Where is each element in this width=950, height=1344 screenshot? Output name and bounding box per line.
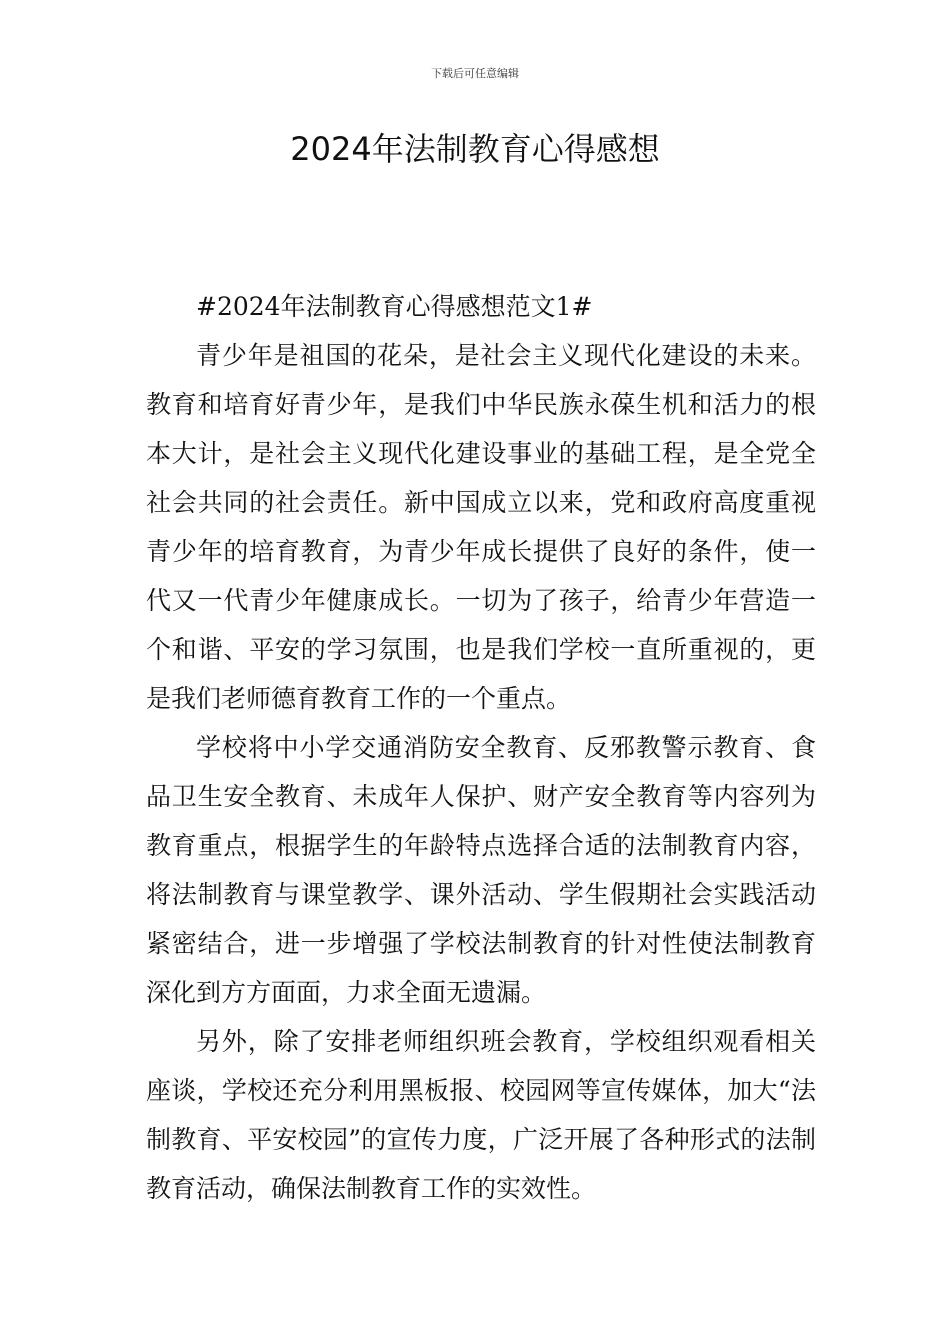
section-heading: #2024年法制教育心得感想范文1# <box>196 292 593 321</box>
paragraph-2: 学校将中小学交通消防安全教育、反邪教警示教育、食品卫生安全教育、未成年人保护、财产安全教育等内容列为教育重点，根据学生的年龄特点选择合适的法制教育内容，将法制教育与课堂教学、课外活动、学生假期社会实践活动紧密结合，进一步增强了学校法制教育的针对性使法制教育深化到方方面面，力求全面无遗漏。 <box>146 733 816 1007</box>
paragraph-3: 另外，除了安排老师组织班会教育，学校组织观看相关座谈，学校还充分利用黑板报、校园网等宣传媒体，加大“法制教育、平安校园”的宣传力度，广泛开展了各种形式的法制教育活动，确保法制教育工作的实效性。 <box>146 1027 816 1203</box>
paragraph-1: 青少年是祖国的花朵，是社会主义现代化建设的未来。教育和培育好青少年，是我们中华民族永葆生机和活力的根本大计，是社会主义现代化建设事业的基础工程，是全党全社会共同的社会责任。新中国成立以来，党和政府高度重视青少年的培育教育，为青少年成长提供了良好的条件，使一代又一代青少年健康成长。一切为了孩子，给青少年营造一个和谐、平安的学习氛围，也是我们学校一直所重视的，更是我们老师德育教育工作的一个重点。 <box>146 341 816 713</box>
header-note: 下载后可任意编辑 <box>431 67 519 80</box>
document-title: 2024年法制教育心得感想 <box>290 130 660 168</box>
document-body <box>146 282 816 1213</box>
